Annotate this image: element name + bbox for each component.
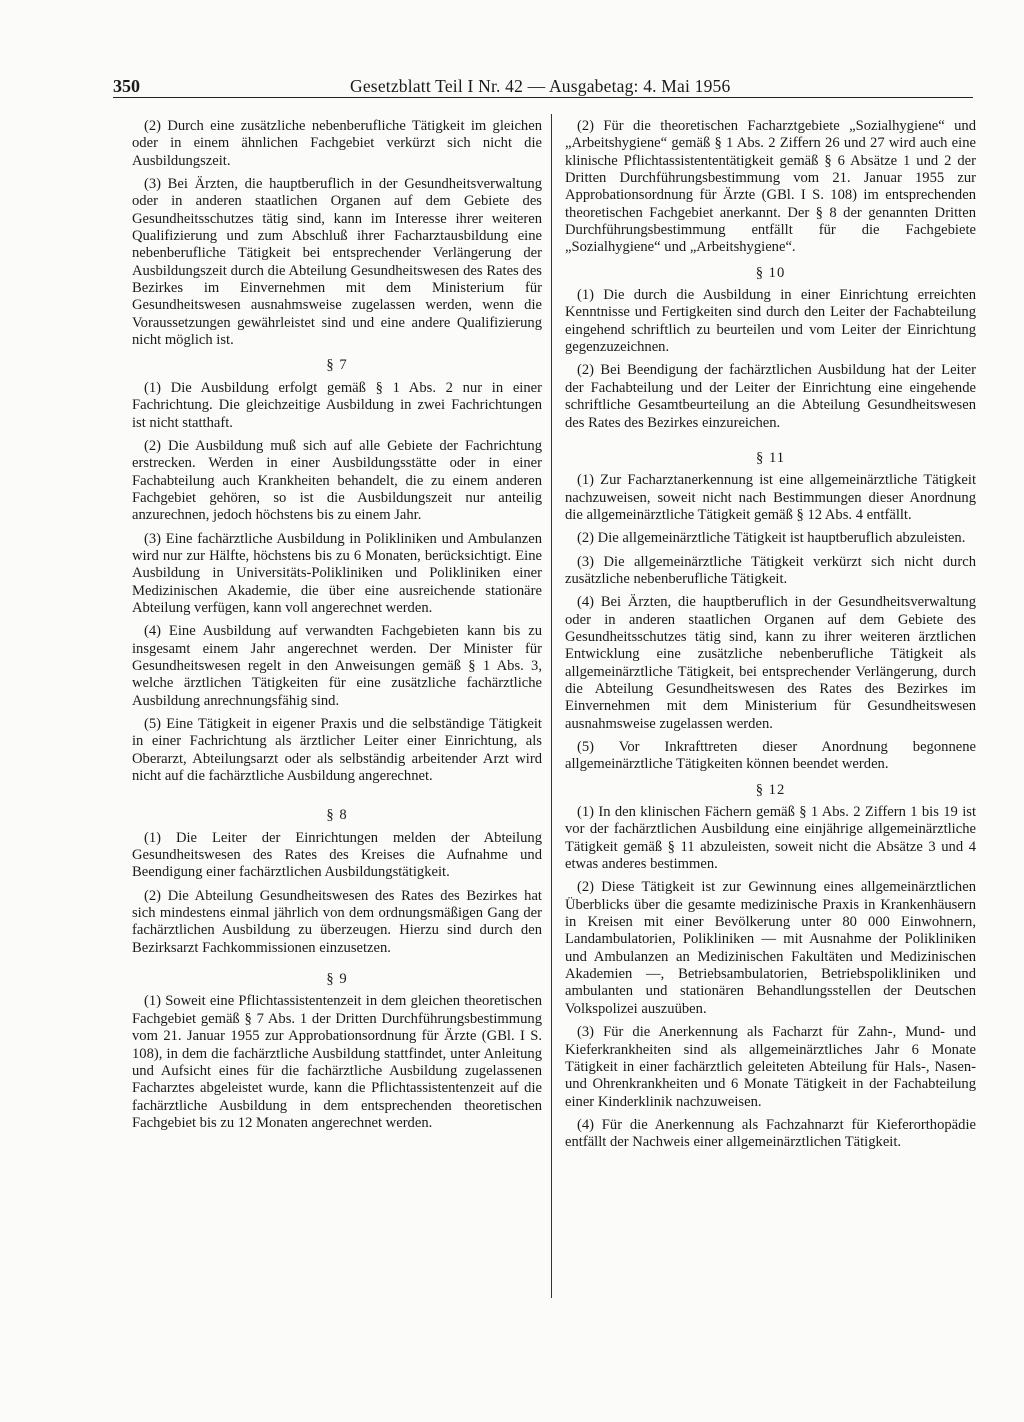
- paragraph: (2) Bei Beendigung der fachärztlichen Ausbildung hat der Leiter der Fachabteilung und der Leiter der Einrichtung eine eingehende schriftliche Gesamtbeurteilung an die Abteilung Gesundheitswesen des Rates des Bezirkes einzureichen.: [565, 362, 976, 431]
- paragraph: (3) Bei Ärzten, die hauptberuflich in der Gesundheitsverwaltung oder in anderen staatlichen Organen auf dem Gebiete des Gesundheitsschutzes tätig sind, kann im Interesse ihrer weiteren Qualifizierung und zum Abschluß ihrer Facharztausbildung eine nebenberufliche Tätigkeit bei entsprechender Verlängerung der Ausbildungszeit durch die Abteilung Gesundheitswesen des Rates des Bezirkes im Einvernehmen mit dem Ministerium für Gesundheitswesen ausnahmsweise zugelassen werden, wenn die Voraussetzungen gewährleistet sind und eine andere Qualifizierung nicht möglich ist.: [132, 176, 542, 349]
- column-divider: [551, 114, 552, 1298]
- section-heading: § 9: [326, 971, 348, 988]
- paragraph: (1) Soweit eine Pflichtassistentenzeit in dem gleichen theoretischen Fachgebiet gemäß § 7 Abs. 1 der Dritten Durchführungsbestimmung vom 21. Januar 1955 zur Approbationsordnung für Ärzte (GBl. I S. 108), in dem die fachärztliche Ausbildung stattfindet, unter Anleitung und Aufsicht eines für die fachärztliche Ausbildung zugelassenen Facharztes abgeleistet wurde, kann die Pflichtassistentenzeit auf die fachärztliche Ausbildung in dem entsprechenden theoretischen Fachgebiet bis zu 12 Monaten angerechnet werden.: [132, 993, 542, 1131]
- right-column: [565, 118, 976, 1158]
- section-heading: § 12: [755, 781, 786, 798]
- section-heading: § 10: [755, 264, 786, 281]
- left-column: [132, 118, 542, 1138]
- page-number: 350: [113, 76, 140, 96]
- paragraph: (2) Die Abteilung Gesundheitswesen des Rates des Bezirkes hat sich mindestens einmal jährlich von dem ordnungsmäßigen Gang der fachärztlichen Ausbildung zu überzeugen. Hierzu sind durch den Bezirksarzt Fachkommissionen einzusetzen.: [132, 887, 542, 956]
- paragraph: (2) Für die theoretischen Facharztgebiete „Sozialhygiene“ und „Arbeitshygiene“ gemäß § 1 Abs. 2 Ziffern 26 und 27 wird auch eine klinische Pflichtassistententätigkeit gemäß § 6 Absätze 1 und 2 der Dritten Durchführungsbestimmung vom 21. Januar 1955 zur Approbationsordnung für Ärzte (GBl. I S. 108) im entsprechenden theoretischen Fachgebiet anerkannt. Der § 8 der genannten Dritten Durchführungsbestimmung entfällt für die Fachgebiete „Sozialhygiene“ und „Arbeitshygiene“.: [565, 118, 976, 256]
- header-rule: [113, 97, 973, 98]
- section-heading: § 8: [326, 807, 348, 824]
- paragraph: (2) Diese Tätigkeit ist zur Gewinnung eines allgemeinärztlichen Überblicks über die gesamte medizinische Praxis in Krankenhäusern in Kreisen mit einer Bevölkerung unter 80 000 Einwohnern, Landambulatorien, Polikliniken — mit Ausnahme der Polikliniken und Ambulanzen an Medizinischen Fakultäten und Medizinischen Akademien —, Betriebsambulatorien, Betriebspolikliniken und ambulanten und stationären Behandlungsstellen der Deutschen Volkspolizei auszuüben.: [565, 879, 976, 1017]
- paragraph: (3) Für die Anerkennung als Facharzt für Zahn-, Mund- und Kieferkrankheiten sind als allgemeinärztliches Jahr 6 Monate Tätigkeit in einer fachärztlich geleiteten Abteilung für Hals-, Nasen- und Ohrenkrankheiten und 6 Monate Tätigkeit in der Fachabteilung einer Kinderklinik nachzuweisen.: [565, 1024, 976, 1110]
- paragraph: (2) Die allgemeinärztliche Tätigkeit ist hauptberuflich abzuleisten.: [577, 530, 966, 547]
- section-heading: § 7: [326, 357, 348, 374]
- page-header: [113, 76, 973, 102]
- paragraph: (4) Bei Ärzten, die hauptberuflich in der Gesundheitsverwaltung oder in anderen staatlichen Organen auf dem Gebiete des Gesundheitsschutzes tätig sind, kann zu ihrer weiteren ärztlichen Entwicklung eine zusätzliche nebenberufliche Tätigkeit als allgemeinärztliche Tätigkeit, bei entsprechender Verlängerung, durch die Abteilung Gesundheitswesen des Rates des Bezirkes im Einvernehmen mit dem Ministerium für Gesundheitswesen ausnahmsweise zugelassen werden.: [565, 594, 976, 732]
- paragraph: (1) Die Leiter der Einrichtungen melden der Abteilung Gesundheitswesen des Rates des Kreises die Aufnahme und Beendigung einer fachärztlichen Ausbildungstätigkeit.: [132, 829, 542, 881]
- paragraph: (2) Durch eine zusätzliche nebenberufliche Tätigkeit im gleichen oder in einem ähnlichen Fachgebiet verkürzt sich nicht die Ausbildungszeit.: [132, 118, 542, 169]
- paragraph: (1) Zur Facharztanerkennung ist eine allgemeinärztliche Tätigkeit nachzuweisen, soweit nicht nach Bestimmungen dieser Anordnung die allgemeinärztliche Tätigkeit gemäß § 12 Abs. 4 entfällt.: [565, 472, 976, 523]
- paragraph: (3) Eine fachärztliche Ausbildung in Polikliniken und Ambulanzen wird nur zur Hälfte, höchstens bis zu 6 Monaten, berücksichtigt. Eine Ausbildung in Universitäts-Polikliniken und Polikliniken einer Medizinischen Akademie, die über eine ausreichende stationäre Abteilung verfügen, kann voll angerechnet werden.: [132, 530, 542, 616]
- paragraph: (5) Eine Tätigkeit in eigener Praxis und die selbständige Tätigkeit in einer Fachrichtung als ärztlicher Leiter einer Einrichtung, als Oberarzt, Abteilungsarzt oder als selbständig arbeitender Arzt wird nicht auf die fachärztliche Ausbildung angerechnet.: [132, 716, 542, 785]
- paragraph: (3) Die allgemeinärztliche Tätigkeit verkürzt sich nicht durch zusätzliche nebenberufliche Tätigkeit.: [565, 553, 976, 587]
- paragraph: (1) Die durch die Ausbildung in einer Einrichtung erreichten Kenntnisse und Fertigkeiten sind durch den Leiter der Fachabteilung eingehend schriftlich zu beurteilen und vom Leiter der Einrichtung gegenzuzeichnen.: [565, 287, 976, 356]
- paragraph: (4) Für die Anerkennung als Fachzahnarzt für Kieferorthopädie entfällt der Nachweis einer allgemeinärztlichen Tätigkeit.: [565, 1116, 976, 1151]
- section-heading: § 11: [756, 449, 785, 466]
- header-title: Gesetzblatt Teil I Nr. 42 — Ausgabetag: 4. Mai 1956: [350, 76, 731, 96]
- paragraph: (4) Eine Ausbildung auf verwandten Fachgebieten kann bis zu insgesamt einem Jahr angerechnet werden. Der Minister für Gesundheitswesen regelt in den Anweisungen gemäß § 1 Abs. 3, welche ärztlichen Tätigkeiten für eine zusätzliche fachärztliche Ausbildung anrechnungsfähig sind.: [132, 623, 542, 709]
- paragraph: (1) Die Ausbildung erfolgt gemäß § 1 Abs. 2 nur in einer Fachrichtung. Die gleichzeitige Ausbildung in zwei Fachrichtungen ist nicht statthaft.: [132, 379, 542, 431]
- paragraph: (2) Die Ausbildung muß sich auf alle Gebiete der Fachrichtung erstrecken. Werden in einer Ausbildungsstätte oder in einer Fachabteilung auch Krankheiten behandelt, die zu einem anderen Fachgebiet gehören, so ist die Ausbildungszeit nur anteilig anzurechnen, jedoch höchstens bis zu einem Jahr.: [132, 437, 542, 524]
- paragraph: (1) In den klinischen Fächern gemäß § 1 Abs. 2 Ziffern 1 bis 19 ist vor der fachärztlichen Ausbildung eine einjährige allgemeinärztliche Tätigkeit gemäß § 11 abzuleisten, soweit nicht die Absätze 3 und 4 etwas anderes bestimmen.: [565, 804, 976, 873]
- paragraph: (5) Vor Inkrafttreten dieser Anordnung begonnene allgemeinärztliche Tätigkeiten können beendet werden.: [565, 739, 976, 773]
